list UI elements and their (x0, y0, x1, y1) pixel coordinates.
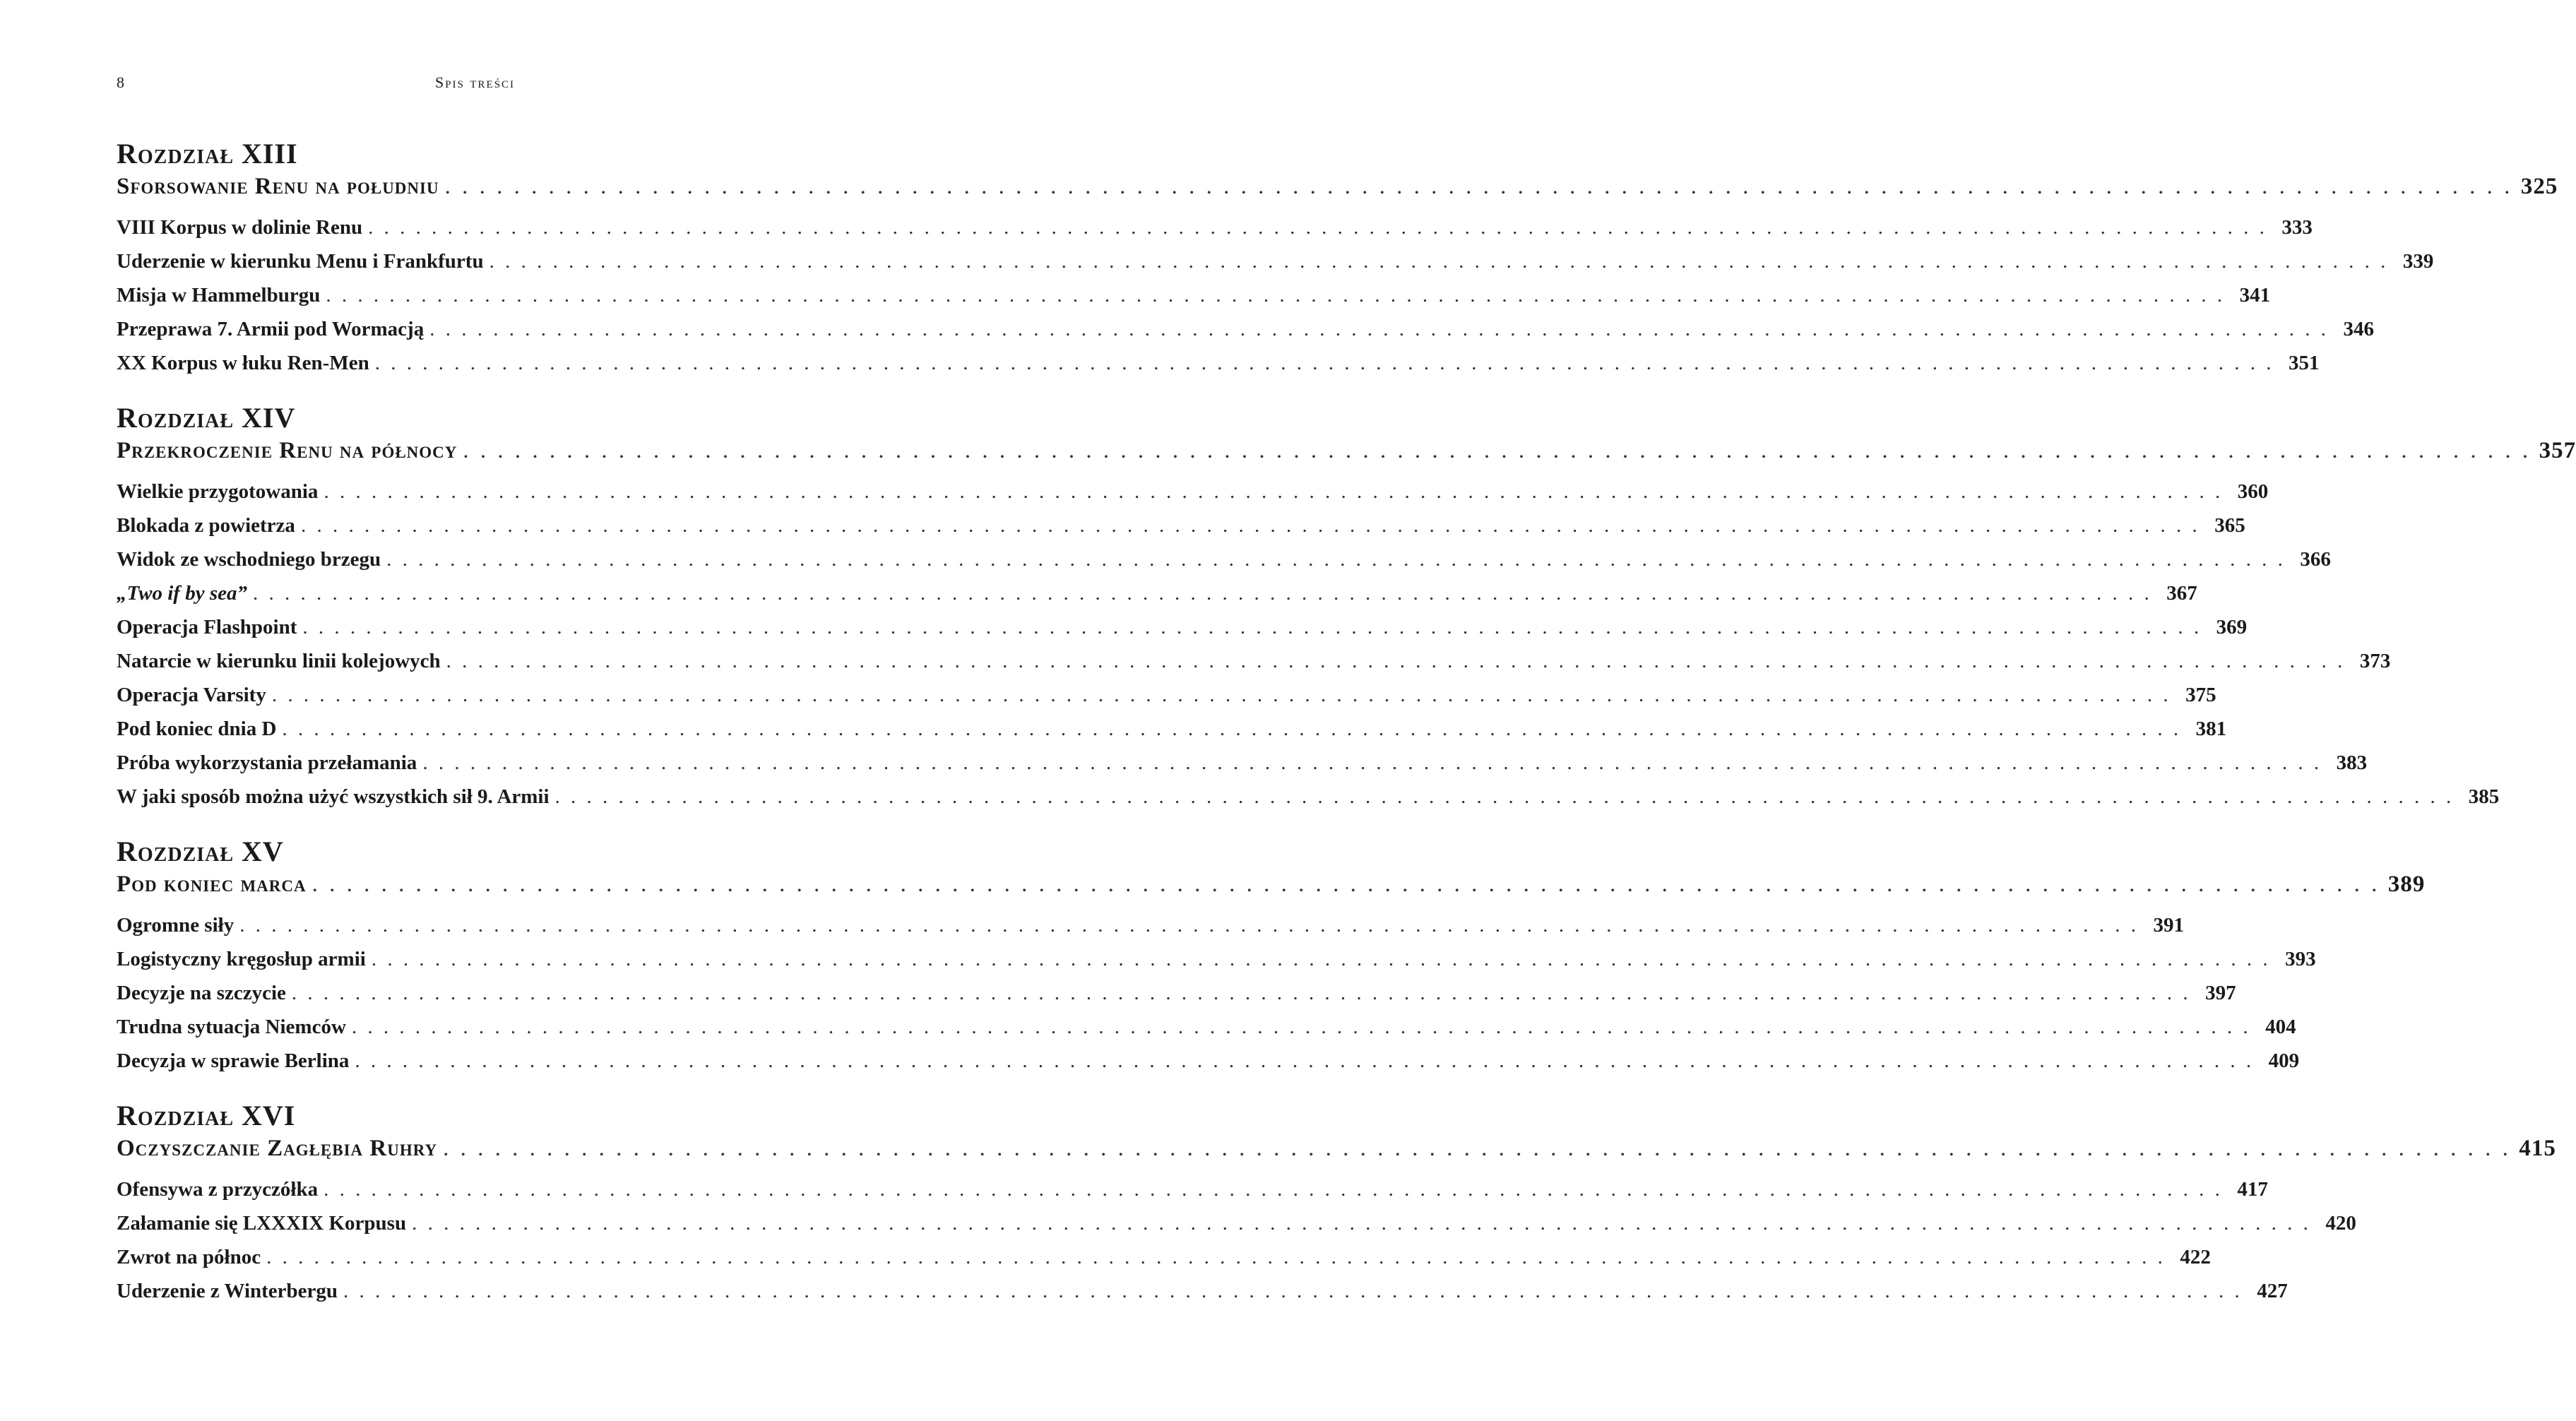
toc-entry-page-number: 391 (2153, 914, 2184, 937)
dot-leader: . . . . . . . . . . . . . . . . . . . . . . . . . . . . . . . . . . . . . . . . . . . . . . . . . . . . . . . . . . . . . . . . . . . . . . . . . . . . . . . . . . . . . . . . . . . . . . . . . . . . . . . . . . . . . . . . . . . . . . . . (300, 514, 2200, 537)
toc-entry-page-number: 383 (2336, 751, 2368, 774)
chapter-number: Rozdział XIII (117, 138, 298, 170)
toc-entry[interactable] (117, 244, 2434, 278)
dot-leader: . . . . . . . . . . . . . . . . . . . . . . . . . . . . . . . . . . . . . . . . . . . . . . . . . . . . . . . . . . . . . . . . . . . . . . . . . . . . . . . . . . . . . . . . . . . . . . . . . . . . . . . . . . . . . . . . . . . . . . . . (443, 1136, 2511, 1161)
toc-entry-page-number: 385 (2468, 785, 2500, 808)
toc-entry-label: Widok ze wschodniego brzegu (117, 548, 381, 571)
toc-entry-label: Operacja Flashpoint (117, 616, 297, 638)
toc-entry[interactable] (117, 210, 2313, 244)
toc-entry-label: „Two if by sea” (117, 582, 247, 605)
chapter-title: Sforsowanie Renu na południu (117, 174, 439, 199)
toc-entry[interactable] (117, 1010, 2296, 1044)
toc-entry[interactable] (117, 1206, 2356, 1240)
chapter-entry (117, 138, 2558, 380)
dot-leader: . . . . . . . . . . . . . . . . . . . . . . . . . . . . . . . . . . . . . . . . . . . . . . . . . . . . . . . . . . . . . . . . . . . . . . . . . . . . . . . . . . . . . . . . . . . . . . . . . . . . . . . . . . . . . . . . . . . . . . . . (554, 785, 2455, 808)
toc-entry-label: Trudna sytuacja Niemców (117, 1016, 346, 1038)
dot-leader: . . . . . . . . . . . . . . . . . . . . . . . . . . . . . . . . . . . . . . . . . . . . . . . . . . . . . . . . . . . . . . . . . . . . . . . . . . . . . . . . . . . . . . . . . . . . . . . . . . . . . . . . . . . . . . . . . . . . . . . . (311, 872, 2380, 897)
dot-leader: . . . . . . . . . . . . . . . . . . . . . . . . . . . . . . . . . . . . . . . . . . . . . . . . . . . . . . . . . . . . . . . . . . . . . . . . . . . . . . . . . . . . . . . . . . . . . . . . . . . . . . . . . . . . . . . . . . . . . . . . (412, 1212, 2311, 1235)
chapter-page-number: 415 (2519, 1136, 2556, 1161)
toc-entry-label: Wielkie przygotowania (117, 480, 319, 503)
toc-entry[interactable] (117, 1172, 2268, 1206)
toc-entry-page-number: 373 (2359, 650, 2391, 672)
toc-entry-label: XX Korpus w łuku Ren-Men (117, 352, 369, 374)
dot-leader: . . . . . . . . . . . . . . . . . . . . . . . . . . . . . . . . . . . . . . . . . . . . . . . . . . . . . . . . . . . . . . . . . . . . . . . . . . . . . . . . . . . . . . . . . . . . . . . . . . . . . . . . . . . . . . . . . . . . . . . . (326, 284, 2226, 307)
dot-leader: . . . . . . . . . . . . . . . . . . . . . . . . . . . . . . . . . . . . . . . . . . . . . . . . . . . . . . . . . . . . . . . . . . . . . . . . . . . . . . . . . . . . . . . . . . . . . . . . . . . . . . . . . . . . . . . . . . . . . . . . (271, 684, 2171, 706)
dot-leader: . . . . . . . . . . . . . . . . . . . . . . . . . . . . . . . . . . . . . . . . . . . . . . . . . . . . . . . . . . . . . . . . . . . . . . . . . . . . . . . . . . . . . . . . . . . . . . . . . . . . . . . . . . . . . . . . . . . . . . . . (324, 1178, 2223, 1201)
chapter-title: Przekroczenie Renu na północy (117, 438, 458, 463)
dot-leader: . . . . . . . . . . . . . . . . . . . . . . . . . . . . . . . . . . . . . . . . . . . . . . . . . . . . . . . . . . . . . . . . . . . . . . . . . . . . . . . . . . . . . . . . . . . . . . . . . . . . . . . . . . . . . . . . . . . . . . . . (355, 1050, 2255, 1072)
toc-entry-label: W jaki sposób można użyć wszystkich sił 9. Armii (117, 785, 550, 808)
toc-entry[interactable] (117, 610, 2248, 644)
chapter-entry (117, 836, 2426, 1078)
toc-entry[interactable] (117, 746, 2368, 780)
toc-entry-page-number: 397 (2205, 982, 2236, 1004)
chapter-title-row[interactable] (117, 434, 2576, 468)
toc-entry[interactable] (117, 976, 2236, 1010)
toc-entry-label: Uderzenie w kierunku Menu i Frankfurtu (117, 250, 484, 273)
chapter-title-row[interactable] (117, 867, 2426, 901)
chapter-entry (117, 1100, 2556, 1308)
chapter-number: Rozdział XVI (117, 1100, 296, 1131)
toc-entry-label: Natarcie w kierunku linii kolejowych (117, 650, 441, 672)
toc-entry[interactable] (117, 542, 2331, 576)
toc-entry[interactable] (117, 1044, 2300, 1078)
dot-leader: . . . . . . . . . . . . . . . . . . . . . . . . . . . . . . . . . . . . . . . . . . . . . . . . . . . . . . . . . . . . . . . . . . . . . . . . . . . . . . . . . . . . . . . . . . . . . . . . . . . . . . . . . . . . . . . . . . . . . . . . (422, 751, 2322, 774)
dot-leader: . . . . . . . . . . . . . . . . . . . . . . . . . . . . . . . . . . . . . . . . . . . . . . . . . . . . . . . . . . . . . . . . . . . . . . . . . . . . . . . . . . . . . . . . . . . . . . . . . . . . . . . . . . . . . . . . . . . . . . . . (368, 216, 2267, 239)
toc-entry-page-number: 422 (2180, 1246, 2211, 1268)
toc-entry-page-number: 339 (2402, 250, 2434, 273)
dot-leader: . . . . . . . . . . . . . . . . . . . . . . . . . . . . . . . . . . . . . . . . . . . . . . . . . . . . . . . . . . . . . . . . . . . . . . . . . . . . . . . . . . . . . . . . . . . . . . . . . . . . . . . . . . . . . . . . . . . . . . . . (343, 1280, 2243, 1302)
toc-entry-page-number: 409 (2268, 1050, 2300, 1072)
toc-entry[interactable] (117, 509, 2245, 542)
chapter-page-number: 325 (2520, 174, 2558, 199)
toc-entry[interactable] (117, 475, 2269, 509)
chapter-title-row[interactable] (117, 170, 2558, 203)
toc-entry-page-number: 333 (2281, 216, 2313, 239)
toc-entry[interactable] (117, 644, 2391, 678)
chapter-title: Pod koniec marca (117, 872, 307, 897)
chapter-title: Oczyszczanie Zagłębia Ruhry (117, 1136, 438, 1161)
dot-leader: . . . . . . . . . . . . . . . . . . . . . . . . . . . . . . . . . . . . . . . . . . . . . . . . . . . . . . . . . . . . . . . . . . . . . . . . . . . . . . . . . . . . . . . . . . . . . . . . . . . . . . . . . . . . . . . . . . . . . . . . (386, 548, 2286, 571)
toc-entry[interactable] (117, 576, 2197, 610)
dot-leader: . . . . . . . . . . . . . . . . . . . . . . . . . . . . . . . . . . . . . . . . . . . . . . . . . . . . . . . . . . . . . . . . . . . . . . . . . . . . . . . . . . . . . . . . . . . . . . . . . . . . . . . . . . . . . . . . . . . . . . . . (446, 650, 2346, 672)
chapter-page-number: 357 (2539, 438, 2576, 463)
toc-entry-label: Logistyczny kręgosłup armii (117, 948, 366, 970)
dot-leader: . . . . . . . . . . . . . . . . . . . . . . . . . . . . . . . . . . . . . . . . . . . . . . . . . . . . . . . . . . . . . . . . . . . . . . . . . . . . . . . . . . . . . . . . . . . . . . . . . . . . . . . . . . . . . . . . . . . . . . . . (252, 582, 2152, 605)
dot-leader: . . . . . . . . . . . . . . . . . . . . . . . . . . . . . . . . . . . . . . . . . . . . . . . . . . . . . . . . . . . . . . . . . . . . . . . . . . . . . . . . . . . . . . . . . . . . . . . . . . . . . . . . . . . . . . . . . . . . . . . . (374, 352, 2274, 374)
toc-entry[interactable] (117, 278, 2271, 312)
toc-entry[interactable] (117, 1274, 2288, 1308)
toc-entry[interactable] (117, 346, 2320, 380)
toc-entry-page-number: 341 (2239, 284, 2271, 307)
dot-leader: . . . . . . . . . . . . . . . . . . . . . . . . . . . . . . . . . . . . . . . . . . . . . . . . . . . . . . . . . . . . . . . . . . . . . . . . . . . . . . . . . . . . . . . . . . . . . . . . . . . . . . . . . . . . . . . . . . . . . . . . (351, 1016, 2251, 1038)
toc-entry-label: Przeprawa 7. Armii pod Wormacją (117, 318, 425, 340)
dot-leader: . . . . . . . . . . . . . . . . . . . . . . . . . . . . . . . . . . . . . . . . . . . . . . . . . . . . . . . . . . . . . . . . . . . . . . . . . . . . . . . . . . . . . . . . . . . . . . . . . . . . . . . . . . . . . . . . . . . . . . . . (444, 174, 2513, 199)
running-head (117, 73, 833, 95)
toc-entry-label: Ofensywa z przyczółka (117, 1178, 319, 1201)
toc-entry-label: Misja w Hammelburgu (117, 284, 321, 307)
dot-leader: . . . . . . . . . . . . . . . . . . . . . . . . . . . . . . . . . . . . . . . . . . . . . . . . . . . . . . . . . . . . . . . . . . . . . . . . . . . . . . . . . . . . . . . . . . . . . . . . . . . . . . . . . . . . . . . . . . . . . . . . (463, 438, 2532, 463)
table-of-contents (117, 138, 2576, 1308)
chapter-entry (117, 402, 2576, 814)
toc-entry-label: Załamanie się LXXXIX Korpusu (117, 1212, 407, 1235)
toc-entry-page-number: 404 (2265, 1016, 2296, 1038)
toc-entry[interactable] (117, 1240, 2211, 1274)
toc-entry-page-number: 351 (2288, 352, 2320, 374)
toc-entry[interactable] (117, 908, 2184, 942)
toc-entry-page-number: 366 (2300, 548, 2331, 571)
toc-entry-label: VIII Korpus w dolinie Renu (117, 216, 363, 239)
dot-leader: . . . . . . . . . . . . . . . . . . . . . . . . . . . . . . . . . . . . . . . . . . . . . . . . . . . . . . . . . . . . . . . . . . . . . . . . . . . . . . . . . . . . . . . . . . . . . . . . . . . . . . . . . . . . . . . . . . . . . . . . (291, 982, 2191, 1004)
toc-entry-label: Uderzenie z Winterbergu (117, 1280, 338, 1302)
toc-entry-page-number: 360 (2237, 480, 2269, 503)
toc-entry-label: Operacja Varsity (117, 684, 266, 706)
toc-entry-page-number: 346 (2343, 318, 2374, 340)
toc-entry-page-number: 427 (2257, 1280, 2288, 1302)
chapter-number: Rozdział XV (117, 836, 284, 867)
toc-entry-page-number: 369 (2216, 616, 2248, 638)
toc-entry-page-number: 375 (2185, 684, 2216, 706)
toc-entry-label: Decyzja w sprawie Berlina (117, 1050, 350, 1072)
toc-entry-page-number: 381 (2195, 718, 2227, 740)
toc-entry-page-number: 365 (2214, 514, 2245, 537)
toc-entry-label: Decyzje na szczycie (117, 982, 286, 1004)
toc-entry-label: Próba wykorzystania przełamania (117, 751, 417, 774)
dot-leader: . . . . . . . . . . . . . . . . . . . . . . . . . . . . . . . . . . . . . . . . . . . . . . . . . . . . . . . . . . . . . . . . . . . . . . . . . . . . . . . . . . . . . . . . . . . . . . . . . . . . . . . . . . . . . . . . . . . . . . . . (282, 718, 2182, 740)
toc-entry[interactable] (117, 312, 2374, 346)
dot-leader: . . . . . . . . . . . . . . . . . . . . . . . . . . . . . . . . . . . . . . . . . . . . . . . . . . . . . . . . . . . . . . . . . . . . . . . . . . . . . . . . . . . . . . . . . . . . . . . . . . . . . . . . . . . . . . . . . . . . . . . . (266, 1246, 2166, 1268)
dot-leader: . . . . . . . . . . . . . . . . . . . . . . . . . . . . . . . . . . . . . . . . . . . . . . . . . . . . . . . . . . . . . . . . . . . . . . . . . . . . . . . . . . . . . . . . . . . . . . . . . . . . . . . . . . . . . . . . . . . . . . . . (371, 948, 2271, 970)
chapter-title-row[interactable] (117, 1131, 2556, 1165)
toc-entry-page-number: 367 (2166, 582, 2197, 605)
toc-entry[interactable] (117, 712, 2227, 746)
dot-leader: . . . . . . . . . . . . . . . . . . . . . . . . . . . . . . . . . . . . . . . . . . . . . . . . . . . . . . . . . . . . . . . . . . . . . . . . . . . . . . . . . . . . . . . . . . . . . . . . . . . . . . . . . . . . . . . . . . . . . . . . (489, 250, 2389, 273)
toc-entry-page-number: 393 (2285, 948, 2316, 970)
toc-entry-page-number: 420 (2325, 1212, 2356, 1235)
dot-leader: . . . . . . . . . . . . . . . . . . . . . . . . . . . . . . . . . . . . . . . . . . . . . . . . . . . . . . . . . . . . . . . . . . . . . . . . . . . . . . . . . . . . . . . . . . . . . . . . . . . . . . . . . . . . . . . . . . . . . . . . (324, 480, 2224, 503)
page-number: 8 (117, 73, 124, 91)
dot-leader: . . . . . . . . . . . . . . . . . . . . . . . . . . . . . . . . . . . . . . . . . . . . . . . . . . . . . . . . . . . . . . . . . . . . . . . . . . . . . . . . . . . . . . . . . . . . . . . . . . . . . . . . . . . . . . . . . . . . . . . . (239, 914, 2139, 937)
toc-entry-label: Pod koniec dnia D (117, 718, 277, 740)
running-title: Spis treści (434, 73, 516, 91)
toc-entry[interactable] (117, 942, 2316, 976)
toc-entry-page-number: 417 (2237, 1178, 2268, 1201)
toc-entry[interactable] (117, 780, 2500, 814)
dot-leader: . . . . . . . . . . . . . . . . . . . . . . . . . . . . . . . . . . . . . . . . . . . . . . . . . . . . . . . . . . . . . . . . . . . . . . . . . . . . . . . . . . . . . . . . . . . . . . . . . . . . . . . . . . . . . . . . . . . . . . . . (429, 318, 2329, 340)
chapter-number: Rozdział XIV (117, 402, 296, 434)
chapter-page-number: 389 (2387, 872, 2426, 897)
toc-entry-label: Blokada z powietrza (117, 514, 295, 537)
toc-entry-label: Zwrot na północ (117, 1246, 261, 1268)
dot-leader: . . . . . . . . . . . . . . . . . . . . . . . . . . . . . . . . . . . . . . . . . . . . . . . . . . . . . . . . . . . . . . . . . . . . . . . . . . . . . . . . . . . . . . . . . . . . . . . . . . . . . . . . . . . . . . . . . . . . . . . . (302, 616, 2202, 638)
toc-entry[interactable] (117, 678, 2216, 712)
toc-entry-label: Ogromne siły (117, 914, 235, 937)
